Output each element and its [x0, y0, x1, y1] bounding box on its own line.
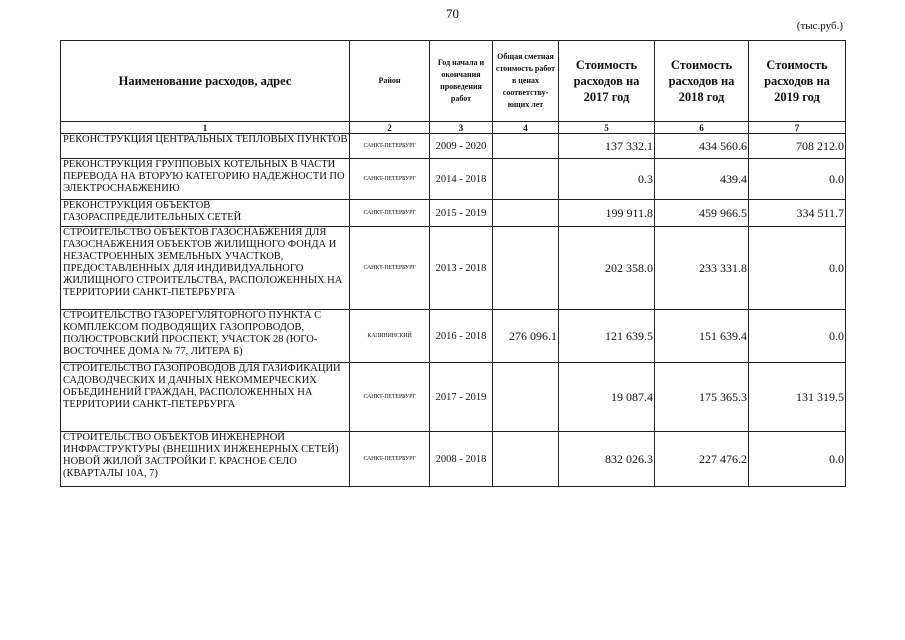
col-2018-header: Стоимость расходов на 2018 год — [655, 41, 749, 122]
column-number: 4 — [493, 122, 559, 134]
row-estimate — [493, 159, 559, 200]
col-2017-header: Стоимость расходов на 2017 год — [559, 41, 655, 122]
row-name: СТРОИТЕЛЬСТВО ОБЪЕКТОВ ГАЗОСНАБЖЕНИЯ ДЛЯ ГАЗОСНАБЖЕНИЯ ОБЪЕКТОВ ЖИЛИЩНОГО ФОНДА И НЕЗАСТРОЕННЫХ ЗЕМЕЛЬНЫХ УЧАСТКОВ, ПРЕДОСТАВЛЕННЫХ ДЛЯ ИНДИВИДУАЛЬНОГО ЖИЛИЩНОГО СТРОИТЕЛЬСТВА, РАСПОЛОЖЕННЫХ НА ТЕРРИТОРИИ САНКТ-ПЕТЕРБУРГА — [61, 227, 350, 310]
row-name: РЕКОНСТРУКЦИЯ ГРУППОВЫХ КОТЕЛЬНЫХ В ЧАСТИ ПЕРЕВОДА НА ВТОРУЮ КАТЕГОРИЮ НАДЕЖНОСТИ ПО ЭЛЕКТРОСНАБЖЕНИЮ — [61, 159, 350, 200]
expenses-table — [60, 40, 846, 487]
row-cost-2017: 832 026.3 — [559, 432, 655, 487]
row-estimate — [493, 134, 559, 159]
row-cost-2019: 334 511.7 — [749, 200, 846, 227]
row-period: 2016 - 2018 — [430, 310, 493, 363]
row-cost-2019: 0.0 — [749, 159, 846, 200]
row-cost-2017: 121 639.5 — [559, 310, 655, 363]
col-district-header: Район — [350, 41, 430, 122]
table-row — [61, 310, 846, 363]
row-period: 2017 - 2019 — [430, 363, 493, 432]
column-number: 1 — [61, 122, 350, 134]
row-estimate — [493, 363, 559, 432]
row-estimate — [493, 227, 559, 310]
row-cost-2017: 137 332.1 — [559, 134, 655, 159]
page-number: 70 — [446, 6, 459, 21]
row-cost-2018: 434 560.6 — [655, 134, 749, 159]
row-name: РЕКОНСТРУКЦИЯ ОБЪЕКТОВ ГАЗОРАСПРЕДЕЛИТЕЛЬНЫХ СЕТЕЙ — [61, 200, 350, 227]
table-row — [61, 200, 846, 227]
row-estimate — [493, 200, 559, 227]
row-estimate — [493, 432, 559, 487]
column-number: 5 — [559, 122, 655, 134]
row-period: 2014 - 2018 — [430, 159, 493, 200]
row-period: 2015 - 2019 — [430, 200, 493, 227]
column-number: 3 — [430, 122, 493, 134]
row-district: КАЛИНИНСКИЙ — [350, 310, 430, 363]
row-estimate: 276 096.1 — [493, 310, 559, 363]
row-name: РЕКОНСТРУКЦИЯ ЦЕНТРАЛЬНЫХ ТЕПЛОВЫХ ПУНКТОВ — [61, 134, 350, 159]
table-row — [61, 159, 846, 200]
col-period-header: Год начала и окончания проведения работ — [430, 41, 493, 122]
row-cost-2019: 131 319.5 — [749, 363, 846, 432]
col-2019-header: Стоимость расходов на 2019 год — [749, 41, 846, 122]
row-district: САНКТ-ПЕТЕРБУРГ — [350, 134, 430, 159]
row-cost-2019: 0.0 — [749, 227, 846, 310]
row-cost-2018: 233 331.8 — [655, 227, 749, 310]
table-row — [61, 227, 846, 310]
row-name: СТРОИТЕЛЬСТВО ГАЗОРЕГУЛЯТОРНОГО ПУНКТА С КОМПЛЕКСОМ ПОДВОДЯЩИХ ГАЗОПРОВОДОВ, ПОЛЮСТРОВСКИЙ ПРОСПЕКТ, УЧАСТОК 28 (ЮГО-ВОСТОЧНЕЕ ДОМА № 77, ЛИТЕРА Б) — [61, 310, 350, 363]
col-estimate-header: Общая сметная стоимость работ в ценах соответству-ющих лет — [493, 41, 559, 122]
row-cost-2018: 439.4 — [655, 159, 749, 200]
row-cost-2018: 459 966.5 — [655, 200, 749, 227]
row-cost-2017: 19 087.4 — [559, 363, 655, 432]
column-number-row — [61, 122, 846, 134]
row-cost-2018: 175 365.3 — [655, 363, 749, 432]
row-cost-2017: 0.3 — [559, 159, 655, 200]
row-district: САНКТ-ПЕТЕРБУРГ — [350, 227, 430, 310]
row-cost-2019: 0.0 — [749, 432, 846, 487]
row-period: 2013 - 2018 — [430, 227, 493, 310]
row-name: СТРОИТЕЛЬСТВО ГАЗОПРОВОДОВ ДЛЯ ГАЗИФИКАЦИИ САДОВОДЧЕСКИХ И ДАЧНЫХ НЕКОММЕРЧЕСКИХ ОБЪЕДИНЕНИЙ ГРАЖДАН, РАСПОЛОЖЕННЫХ НА ТЕРРИТОРИИ САНКТ-ПЕТЕРБУРГА — [61, 363, 350, 432]
row-period: 2008 - 2018 — [430, 432, 493, 487]
table-row — [61, 363, 846, 432]
row-cost-2018: 151 639.4 — [655, 310, 749, 363]
row-district: САНКТ-ПЕТЕРБУРГ — [350, 363, 430, 432]
row-district: САНКТ-ПЕТЕРБУРГ — [350, 432, 430, 487]
column-number: 7 — [749, 122, 846, 134]
table-row — [61, 432, 846, 487]
column-number: 6 — [655, 122, 749, 134]
row-cost-2017: 199 911.8 — [559, 200, 655, 227]
row-cost-2018: 227 476.2 — [655, 432, 749, 487]
row-period: 2009 - 2020 — [430, 134, 493, 159]
header-row — [61, 41, 846, 122]
units-label: (тыс.руб.) — [796, 20, 843, 32]
row-cost-2019: 0.0 — [749, 310, 846, 363]
row-cost-2019: 708 212.0 — [749, 134, 846, 159]
row-name: СТРОИТЕЛЬСТВО ОБЪЕКТОВ ИНЖЕНЕРНОЙ ИНФРАСТРУКТУРЫ (ВНЕШНИХ ИНЖЕНЕРНЫХ СЕТЕЙ) НОВОЙ ЖИЛОЙ ЗАСТРОЙКИ Г. КРАСНОЕ СЕЛО (КВАРТАЛЫ 10А, 7) — [61, 432, 350, 487]
table-row — [61, 134, 846, 159]
row-cost-2017: 202 358.0 — [559, 227, 655, 310]
col-name-header: Наименование расходов, адрес — [61, 41, 350, 122]
row-district: САНКТ-ПЕТЕРБУРГ — [350, 200, 430, 227]
column-number: 2 — [350, 122, 430, 134]
row-district: САНКТ-ПЕТЕРБУРГ — [350, 159, 430, 200]
